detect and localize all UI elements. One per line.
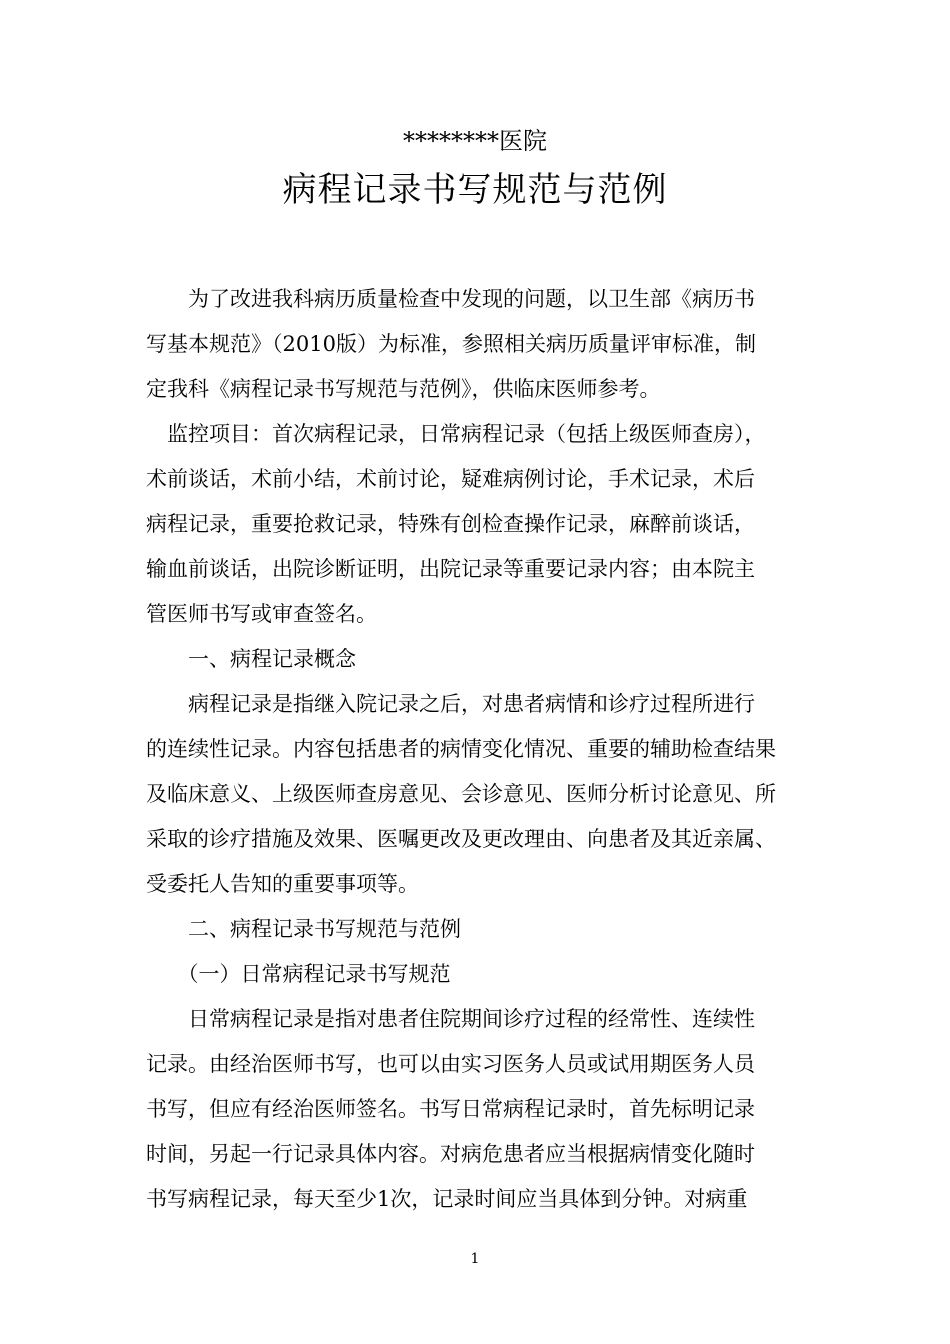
text-line: 为了改进我科病历质量检查中发现的问题，以卫生部《病历书 [146, 287, 755, 311]
page-number: 1 [470, 1251, 480, 1267]
text-line: 监控项目：首次病程记录，日常病程记录（包括上级医师查房）， [146, 422, 766, 446]
text-line: 记录。由经治医师书写，也可以由实习医务人员或试用期医务人员 [146, 1052, 755, 1076]
text-line: 病程记录是指继入院记录之后，对患者病情和诊疗过程所进行 [146, 692, 755, 716]
text-line: 病程记录，重要抢救记录，特殊有创检查操作记录，麻醉前谈话， [146, 512, 755, 536]
text-line: 及临床意义、上级医师查房意见、会诊意见、医师分析讨论意见、所 [146, 782, 776, 806]
text-line: 书写病程记录，每天至少1次，记录时间应当具体到分钟。对病重 [146, 1187, 748, 1211]
text-line: 定我科《病程记录书写规范与范例》，供临床医师参考。 [146, 377, 661, 401]
text-line: 书写，但应有经治医师签名。书写日常病程记录时，首先标明记录 [146, 1097, 755, 1121]
text-line: 术前谈话，术前小结，术前讨论，疑难病例讨论，手术记录，术后 [146, 467, 755, 491]
text-line: 时间，另起一行记录具体内容。对病危患者应当根据病情变化随时 [146, 1142, 755, 1166]
hospital-name: ********医院 [403, 127, 547, 155]
text-line: 采取的诊疗措施及效果、医嘱更改及更改理由、向患者及其近亲属、 [146, 827, 776, 851]
text-line: 日常病程记录是指对患者住院期间诊疗过程的经常性、连续性 [146, 1007, 755, 1031]
text-line: 受委托人告知的重要事项等。 [146, 872, 419, 896]
document-title: 病程记录书写规范与范例 [282, 170, 668, 210]
body-text [146, 277, 806, 1222]
text-line: 管医师书写或审查签名。 [146, 602, 377, 626]
text-line: 的连续性记录。内容包括患者的病情变化情况、重要的辅助检查结果 [146, 737, 776, 761]
section-heading: 一、病程记录概念 [146, 647, 356, 671]
text-line: 写基本规范》（2010版）为标准，参照相关病历质量评审标准，制 [146, 332, 756, 356]
text-line: 输血前谈话，出院诊断证明，出院记录等重要记录内容；由本院主 [146, 557, 755, 581]
subsection-heading: （一）日常病程记录书写规范 [146, 962, 451, 986]
section-heading: 二、病程记录书写规范与范例 [146, 917, 461, 941]
